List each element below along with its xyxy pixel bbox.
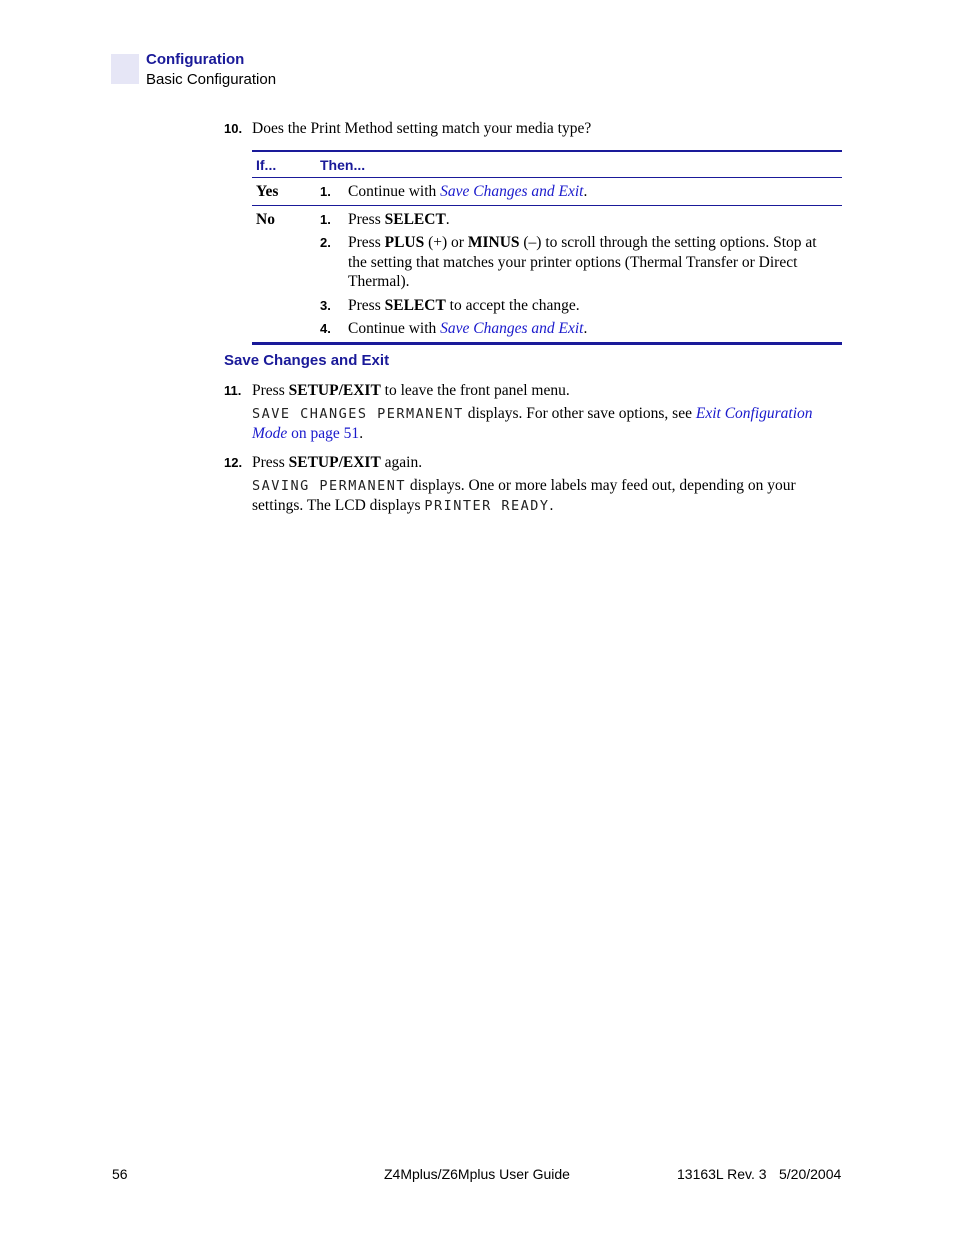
footer-date: 5/20/2004 xyxy=(779,1166,842,1182)
step-text: again. xyxy=(380,454,423,471)
page-reference-link[interactable]: on page 51 xyxy=(287,425,360,442)
step-number: 11. xyxy=(224,383,242,398)
list-item-text: to accept the change. xyxy=(445,296,580,314)
list-item-text: Press xyxy=(348,210,385,228)
key-name: SELECT xyxy=(384,210,446,228)
row-label-yes: Yes xyxy=(252,178,316,206)
list-item-text: (+) or xyxy=(424,234,468,251)
step-text: Press xyxy=(252,382,289,399)
step-12-detail xyxy=(252,476,842,516)
column-header-if: If... xyxy=(252,151,316,178)
step-text: Does the Print Method setting match your media type? xyxy=(252,120,592,137)
list-item-text: Continue with xyxy=(348,183,441,200)
list-item-text: Continue with xyxy=(348,320,441,337)
key-name: MINUS xyxy=(467,234,520,251)
chapter-title: Configuration xyxy=(146,51,245,68)
detail-text: . xyxy=(359,425,364,442)
step-11 xyxy=(224,381,570,401)
header-tab-marker xyxy=(111,54,139,84)
lcd-message: SAVE CHANGES PERMANENT xyxy=(252,406,464,422)
list-item-number: 1. xyxy=(320,184,331,199)
list-item-number: 4. xyxy=(320,321,331,336)
footer-page-number: 56 xyxy=(112,1166,128,1182)
list-item xyxy=(320,210,838,230)
list-item-number: 2. xyxy=(320,235,331,250)
key-name: SETUP/EXIT xyxy=(288,382,381,399)
key-name: SETUP/EXIT xyxy=(288,454,381,471)
step-number: 10. xyxy=(224,121,243,136)
detail-text: . xyxy=(549,497,554,514)
list-item-text: Press xyxy=(348,234,385,251)
save-changes-link[interactable]: Save Changes and Exit xyxy=(440,183,584,200)
row-label-no: No xyxy=(252,205,316,343)
key-name: PLUS xyxy=(384,234,425,251)
decision-table xyxy=(252,150,842,345)
footer-doc-ref: 13163L Rev. 3 xyxy=(677,1166,767,1182)
column-header-then: Then... xyxy=(316,151,842,178)
step-11-detail xyxy=(252,404,842,444)
list-item-text: Press xyxy=(348,296,385,314)
list-item xyxy=(320,319,838,339)
list-item xyxy=(320,233,838,292)
section-heading: Save Changes and Exit xyxy=(224,352,390,369)
lcd-message: PRINTER READY xyxy=(424,498,550,514)
lcd-message: SAVING PERMANENT xyxy=(252,478,407,494)
list-item-text: (–) to scroll through the setting options. Stop at the setting that matches your printer options (Thermal Transfer or Direct Thermal). xyxy=(348,234,817,290)
footer-doc-title: Z4Mplus/Z6Mplus User Guide xyxy=(384,1166,570,1182)
list-item xyxy=(320,182,838,202)
step-text: to leave the front panel menu. xyxy=(380,382,570,399)
step-text: Press xyxy=(252,454,289,471)
list-item-number: 1. xyxy=(320,211,331,227)
list-item-text: . xyxy=(445,210,450,228)
step-10 xyxy=(224,119,591,139)
step-number: 12. xyxy=(224,455,243,470)
detail-text: displays. One or more labels may feed out, depending on your settings. The LCD displays xyxy=(252,477,796,514)
exit-config-mode-link[interactable]: Exit Configuration Mode xyxy=(252,405,813,442)
section-title: Basic Configuration xyxy=(146,71,277,88)
list-item-text: . xyxy=(583,183,588,200)
list-item-text: . xyxy=(583,320,588,337)
list-item xyxy=(320,296,838,316)
detail-text: displays. For other save options, see xyxy=(463,405,696,422)
table-row-yes xyxy=(252,178,842,206)
list-item-number: 3. xyxy=(320,297,331,313)
table-row-no xyxy=(252,205,842,343)
step-12 xyxy=(224,453,422,473)
key-name: SELECT xyxy=(384,296,446,314)
save-changes-link[interactable]: Save Changes and Exit xyxy=(440,320,584,337)
